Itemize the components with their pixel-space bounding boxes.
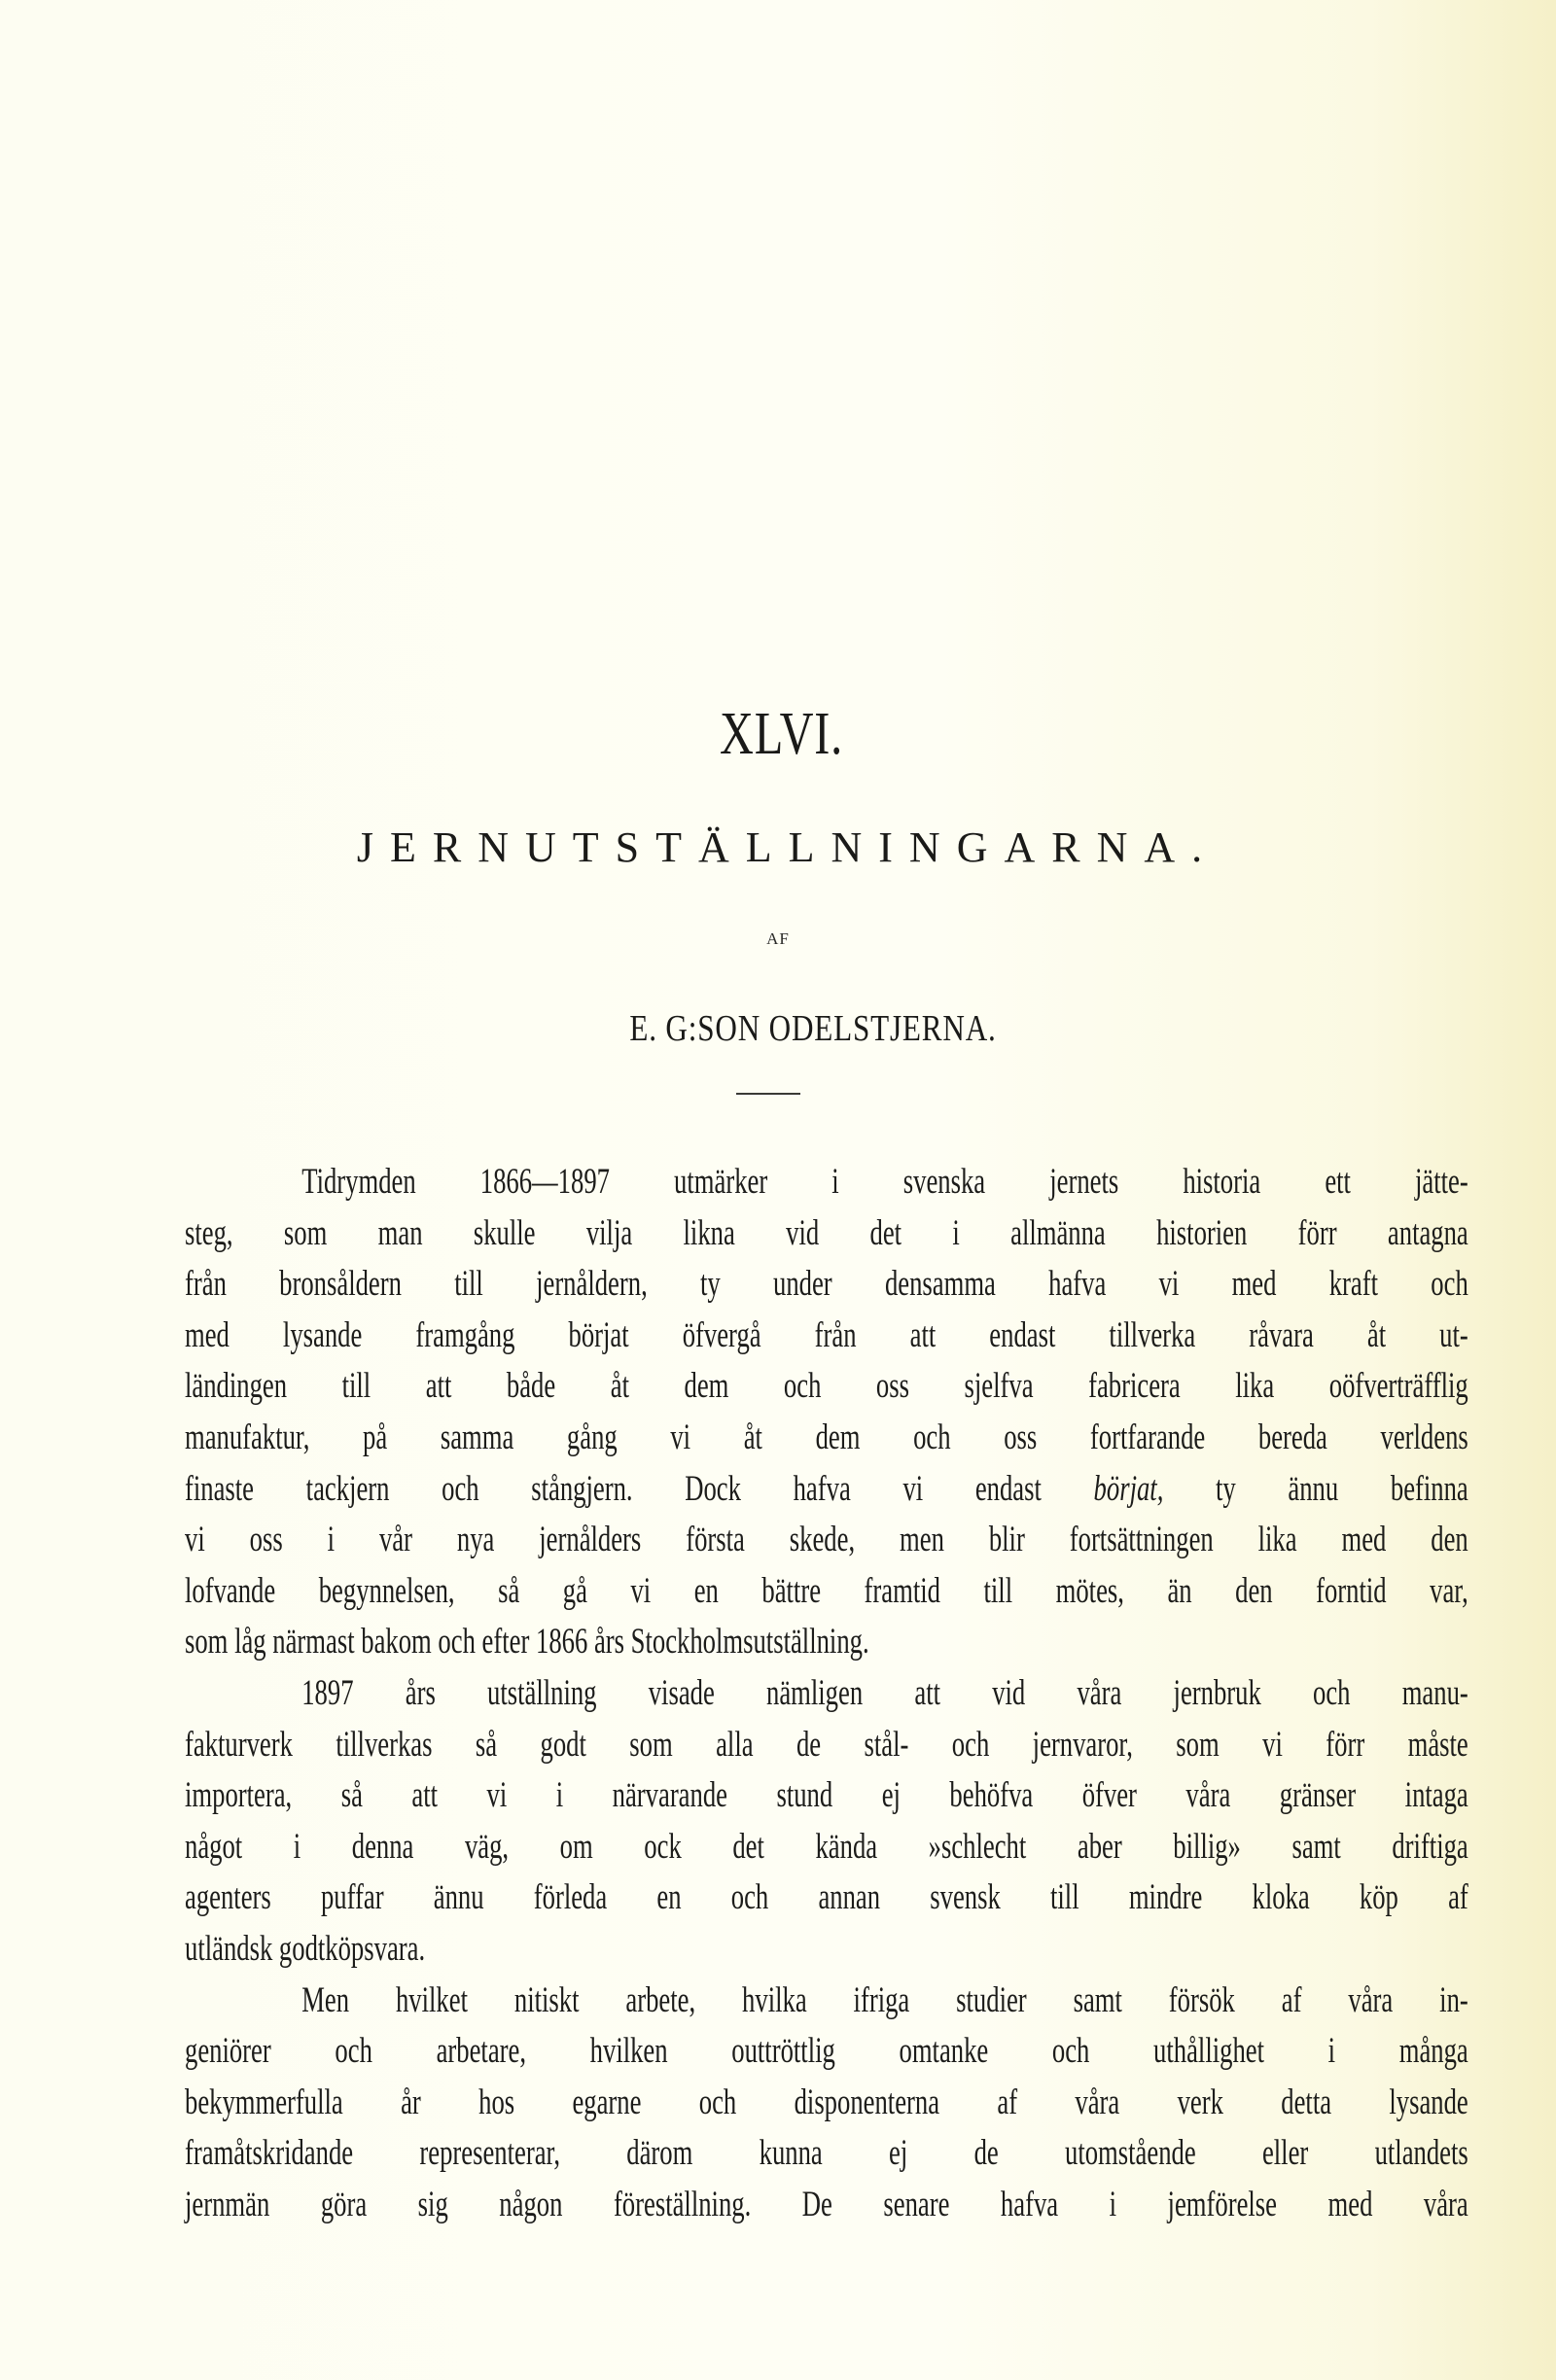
- text-line: framåtskridande representerar, därom kunna ej de utomstående eller utlandets: [185, 2133, 1468, 2174]
- text-line: lofvande begynnelsen, så gå vi en bättre framtid till mötes, än den forntid var,: [185, 1570, 1468, 1611]
- text-line: som låg närmast bakom och efter 1866 års Stockholmsutställning.: [185, 1622, 869, 1662]
- text-line: 1897 års utställning visade nämligen att vid våra jernbruk och manu-: [301, 1672, 1468, 1713]
- text-line: steg, som man skulle vilja likna vid det i allmänna historien förr antagna: [185, 1212, 1468, 1253]
- text-line: vi oss i vår nya jernålders första skede, men blir fortsättningen lika med den: [185, 1520, 1468, 1560]
- text-line-with-italic: [185, 1464, 1468, 1516]
- body-text: [185, 1157, 1468, 2230]
- chapter-number: XLVI.: [719, 701, 844, 767]
- text-line: manufaktur, på samma gång vi åt dem och oss fortfarande bereda verldens: [185, 1417, 1468, 1457]
- text-line: från bronsåldern till jernåldern, ty under densamma hafva vi med kraft och: [185, 1264, 1468, 1305]
- text-line: geniörer och arbetare, hvilken outtröttlig omtanke och uthållighet i många: [185, 2031, 1468, 2072]
- text-line: utländsk godtköpsvara.: [185, 1928, 426, 1969]
- section-divider: [736, 1093, 800, 1095]
- italic-emphasis: börjat,: [1093, 1468, 1164, 1509]
- text-run: finaste tackjern och stångjern. Dock hafva vi endast: [185, 1468, 1094, 1509]
- paragraph-2: [185, 1668, 1468, 1976]
- chapter-title: JERNUTSTÄLLNINGARNA.: [356, 823, 1220, 871]
- text-line: Men hvilket nitiskt arbete, hvilka ifriga studier samt försök af våra in-: [301, 1979, 1468, 2020]
- paragraph-3: [185, 1976, 1468, 2231]
- paragraph-1: [185, 1157, 1468, 1668]
- text-line: något i denna väg, om ock det kända »schlecht aber billig» samt driftiga: [185, 1826, 1468, 1867]
- text-line: ländingen till att både åt dem och oss sjelfva fabricera lika oöfverträfflig: [185, 1366, 1468, 1407]
- author-name: E. G:SON ODELSTJERNA.: [629, 1008, 997, 1049]
- text-line: Tidrymden 1866—1897 utmärker i svenska jernets historia ett jätte-: [301, 1162, 1468, 1202]
- text-line: agenters puffar ännu förleda en och annan svensk till mindre kloka köp af: [185, 1877, 1468, 1918]
- byline-prefix: AF: [766, 929, 790, 948]
- text-line: importera, så att vi i närvarande stund ej behöfva öfver våra gränser intaga: [185, 1775, 1468, 1816]
- text-line: med lysande framgång börjat öfvergå från att endast tillverka råvara åt ut-: [185, 1314, 1468, 1355]
- text-run: ty ännu befinna: [1163, 1468, 1468, 1509]
- text-line: fakturverk tillverkas så godt som alla de stål- och jernvaror, som vi förr måste: [185, 1724, 1468, 1765]
- text-line: jernmän göra sig någon föreställning. De senare hafva i jemförelse med våra: [185, 2184, 1468, 2224]
- text-line: bekymmerfulla år hos egarne och disponenterna af våra verk detta lysande: [185, 2082, 1468, 2122]
